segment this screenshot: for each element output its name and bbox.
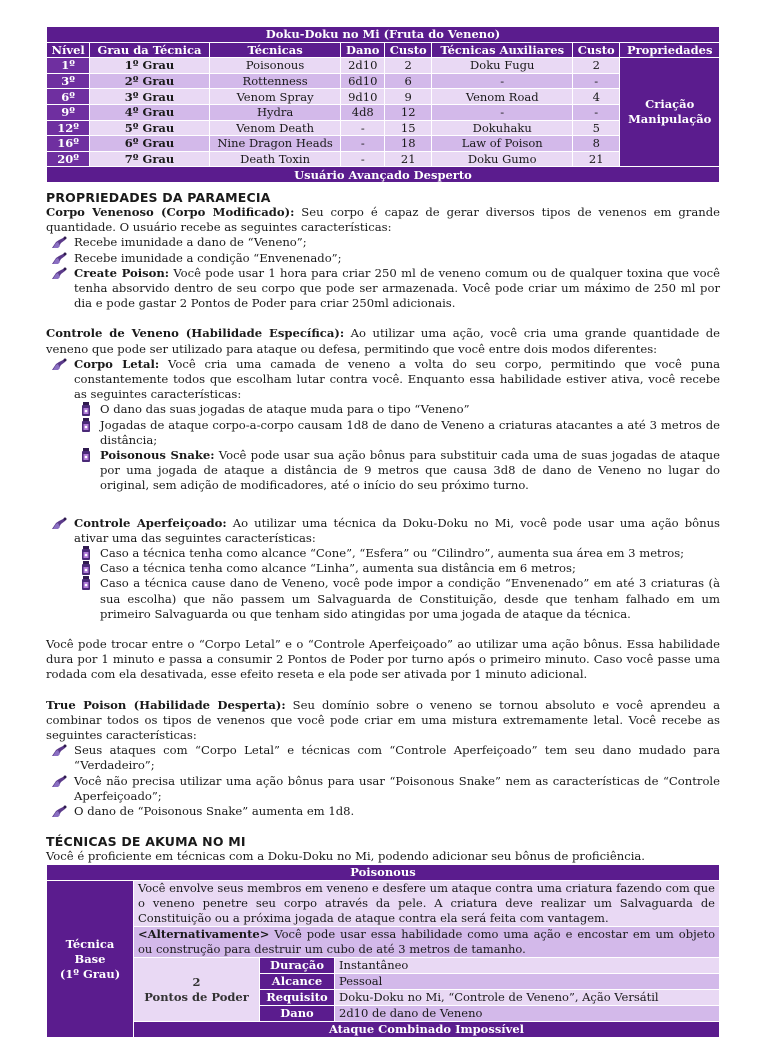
fruit-table	[46, 26, 720, 183]
techniques-intro: Você é proficiente em técnicas com a Doku-Doku no Mi, podendo adicionar seu bônus de proficiência.	[46, 849, 645, 864]
vial-icon	[80, 546, 92, 561]
page	[46, 26, 720, 1038]
potion-bottle-icon	[50, 358, 68, 372]
cell-damage: 4d8	[341, 104, 385, 120]
cell-level: 9º	[47, 104, 90, 120]
corpo-venenoso-paragraph: Corpo Venenoso (Corpo Modificado): Seu corpo é capaz de gerar diversos tipos de venenos em grande quantidade. O usuário recebe as seguintes características:	[46, 204, 720, 235]
list-item: Create Poison: Você pode usar 1 hora para criar 250 ml de veneno comum ou de qualquer toxina que você tenha absorvido dentro de seu corpo que pode ser armazenada. Você pode criar um máximo de 250 ml por dia e pode gastar 2 Pontos de Poder para criar 250ml adicionais.	[46, 266, 720, 312]
cell-level: 3º	[47, 73, 90, 89]
table-footer: Usuário Avançado Desperto	[47, 167, 720, 183]
list-item: O dano de “Poisonous Snake” aumenta em 1d8.	[46, 804, 720, 819]
list-item: Recebe imunidade a condição “Envenenado”;	[46, 251, 720, 266]
col-header: Técnicas Auxiliares	[432, 42, 573, 58]
cell-damage: 2d10	[341, 58, 385, 74]
cell-technique: Venom Spray	[209, 89, 341, 105]
cell-level: 1º	[47, 58, 90, 74]
cell-damage: -	[341, 120, 385, 136]
cell-aux: Law of Poison	[432, 136, 573, 152]
cell-level: 16º	[47, 136, 90, 152]
table-row	[47, 136, 720, 152]
cell-cost: 6	[385, 73, 432, 89]
cell-cost: 2	[385, 58, 432, 74]
list-item: Você não precisa utilizar uma ação bônus para usar “Poisonous Snake” nem as características de “Controle Aperfeiçoado”;	[46, 774, 720, 804]
col-header: Propriedades	[620, 42, 720, 58]
potion-bottle-icon	[50, 775, 68, 789]
technique-footer: Ataque Combinado Impossível	[134, 1022, 720, 1038]
duration-value: Instantâneo	[335, 958, 720, 974]
cell-aux-cost: -	[573, 104, 620, 120]
col-header: Custo	[573, 42, 620, 58]
damage-value: 2d10 de dano de Veneno	[335, 1006, 720, 1022]
cell-technique: Death Toxin	[209, 151, 341, 167]
cell-cost: 21	[385, 151, 432, 167]
property-manipulation: Manipulação	[628, 112, 712, 127]
duration-key: Duração	[260, 958, 335, 974]
vial-icon	[80, 561, 92, 576]
cell-aux: Dokuhaku	[432, 120, 573, 136]
potion-bottle-icon	[50, 805, 68, 819]
table-title: Doku-Doku no Mi (Fruta do Veneno)	[47, 27, 720, 43]
true-poison-paragraph: True Poison (Habilidade Desperta): Seu domínio sobre o veneno se tornou absoluto e você aprendeu a combinar todos os tipos de venenos que você pode criar em uma mistura extremamente letal. Você recebe as seguintes características:	[46, 697, 720, 743]
sub-list-item: Poisonous Snake: Você pode usar sua ação bônus para substituir cada uma de suas jogadas de ataque por uma jogada de ataque a distância de 9 metros que causa 3d8 de dano de Veneno no lugar do original, sem adição de modificadores, até o início do seu próximo turno.	[46, 448, 720, 494]
table-row	[47, 104, 720, 120]
sub-list-item: Caso a técnica tenha como alcance “Linha”, aumenta sua distância em 6 metros;	[46, 561, 720, 576]
vial-icon	[80, 402, 92, 417]
cell-aux-cost: 2	[573, 58, 620, 74]
cell-grade: 2º Grau	[90, 73, 209, 89]
list-item: Seus ataques com “Corpo Letal” e técnicas com “Controle Aperfeiçoado” tem seu dano mudado para “Verdadeiro”;	[46, 743, 720, 773]
trocar-paragraph: Você pode trocar entre o “Corpo Letal” e o “Controle Aperfeiçoado” ao utilizar uma ação bônus. Essa habilidade dura por 1 minuto e passa a consumir 2 Pontos de Poder por turno após o primeiro minuto. Caso você passe uma rodada com ela desativada, esse efeito reseta e ela pode ser ativada por 1 minuto adicional.	[46, 637, 720, 682]
sub-list-item: O dano das suas jogadas de ataque muda para o tipo “Veneno”	[46, 402, 720, 417]
vial-icon	[80, 576, 92, 591]
technique-title: Poisonous	[47, 865, 720, 881]
col-header: Grau da Técnica	[90, 42, 209, 58]
vial-icon	[80, 418, 92, 433]
range-key: Alcance	[260, 974, 335, 990]
cell-grade: 7º Grau	[90, 151, 209, 167]
technique-cost: 2 Pontos de Poder	[134, 958, 260, 1022]
cell-grade: 4º Grau	[90, 104, 209, 120]
cell-damage: 6d10	[341, 73, 385, 89]
potion-bottle-icon	[50, 517, 68, 531]
sub-list-item: Jogadas de ataque corpo-a-corpo causam 1d8 de dano de Veneno a criaturas atacantes a até 3 metros de distância;	[46, 418, 720, 448]
table-row	[47, 120, 720, 136]
cell-cost: 18	[385, 136, 432, 152]
col-header: Dano	[341, 42, 385, 58]
section-heading-techniques: TÉCNICAS DE AKUMA NO MI	[46, 834, 246, 850]
table-row	[47, 151, 720, 167]
property-creation: Criação	[645, 97, 695, 112]
cell-technique: Nine Dragon Heads	[209, 136, 341, 152]
cell-aux: -	[432, 104, 573, 120]
requirement-value: Doku-Doku no Mi, “Controle de Veneno”, Ação Versátil	[335, 990, 720, 1006]
sub-list-item: Caso a técnica cause dano de Veneno, você pode impor a condição “Envenenado” em até 3 criaturas (à sua escolha) que não passem um Salvaguarda de Constituição, desde que tenham falhado em um primeiro Salvaguarda ou que tenham sido atingidas por uma jogada de ataque da técnica.	[46, 576, 720, 622]
technique-alternative: <Alternativamente> Você pode usar essa habilidade como uma ação e encostar em um objeto ou construção para destruir um cubo de até 3 metros de tamanho.	[134, 927, 720, 958]
cell-aux: -	[432, 73, 573, 89]
potion-bottle-icon	[50, 236, 68, 250]
col-header: Técnicas	[209, 42, 341, 58]
cell-aux-cost: -	[573, 73, 620, 89]
cell-technique: Poisonous	[209, 58, 341, 74]
list-item: Controle Aperfeiçoado: Ao utilizar uma técnica da Doku-Doku no Mi, você pode usar uma ação bônus ativar uma das seguintes características:	[46, 516, 720, 546]
table-row	[47, 73, 720, 89]
damage-key: Dano	[260, 1006, 335, 1022]
technique-grade-label: Técnica Base (1º Grau)	[47, 881, 134, 1038]
section-heading-paramecia: PROPRIEDADES DA PARAMECIA	[46, 189, 271, 205]
cell-damage: -	[341, 136, 385, 152]
col-header: Custo	[385, 42, 432, 58]
technique-table	[46, 864, 720, 1038]
table-row	[47, 89, 720, 105]
cell-aux-cost: 21	[573, 151, 620, 167]
list-item: Corpo Letal: Você cria uma camada de veneno a volta do seu corpo, permitindo que você puna constantemente todos que escolham lutar contra você. Enquanto essa habilidade estiver ativa, você recebe as seguintes características:	[46, 357, 720, 403]
cell-grade: 6º Grau	[90, 136, 209, 152]
potion-bottle-icon	[50, 744, 68, 758]
cell-aux-cost: 4	[573, 89, 620, 105]
technique-description: Você envolve seus membros em veneno e desfere um ataque contra uma criatura fazendo com que o veneno penetre seu corpo através da pele. A criatura deve realizar um Salvaguarda de Constituição ou a próxima jogada de ataque contra ela será feita com vantagem.	[134, 881, 720, 927]
cell-aux: Doku Fugu	[432, 58, 573, 74]
cell-cost: 15	[385, 120, 432, 136]
cell-grade: 1º Grau	[90, 58, 209, 74]
cell-aux: Doku Gumo	[432, 151, 573, 167]
cell-technique: Hydra	[209, 104, 341, 120]
potion-bottle-icon	[50, 252, 68, 266]
vial-icon	[80, 448, 92, 463]
list-item: Recebe imunidade a dano de “Veneno”;	[46, 235, 720, 250]
cell-aux: Venom Road	[432, 89, 573, 105]
cell-level: 6º	[47, 89, 90, 105]
col-header: Nível	[47, 42, 90, 58]
cell-level: 20º	[47, 151, 90, 167]
range-value: Pessoal	[335, 974, 720, 990]
cell-grade: 5º Grau	[90, 120, 209, 136]
cell-aux-cost: 8	[573, 136, 620, 152]
cell-cost: 12	[385, 104, 432, 120]
cell-grade: 3º Grau	[90, 89, 209, 105]
potion-bottle-icon	[50, 267, 68, 281]
cell-damage: -	[341, 151, 385, 167]
cell-level: 12º	[47, 120, 90, 136]
table-row	[47, 58, 720, 74]
controle-veneno-paragraph: Controle de Veneno (Habilidade Específica): Ao utilizar uma ação, você cria uma grande quantidade de veneno que pode ser utilizado para ataque ou defesa, permitindo que você entre dois modos diferentes:	[46, 326, 721, 356]
cell-aux-cost: 5	[573, 120, 620, 136]
cell-technique: Rottenness	[209, 73, 341, 89]
cell-cost: 9	[385, 89, 432, 105]
properties-cell	[620, 58, 720, 167]
cell-damage: 9d10	[341, 89, 385, 105]
sub-list-item: Caso a técnica tenha como alcance “Cone”, “Esfera” ou “Cilindro”, aumenta sua área em 3 metros;	[46, 546, 720, 561]
cell-technique: Venom Death	[209, 120, 341, 136]
requirement-key: Requisito	[260, 990, 335, 1006]
